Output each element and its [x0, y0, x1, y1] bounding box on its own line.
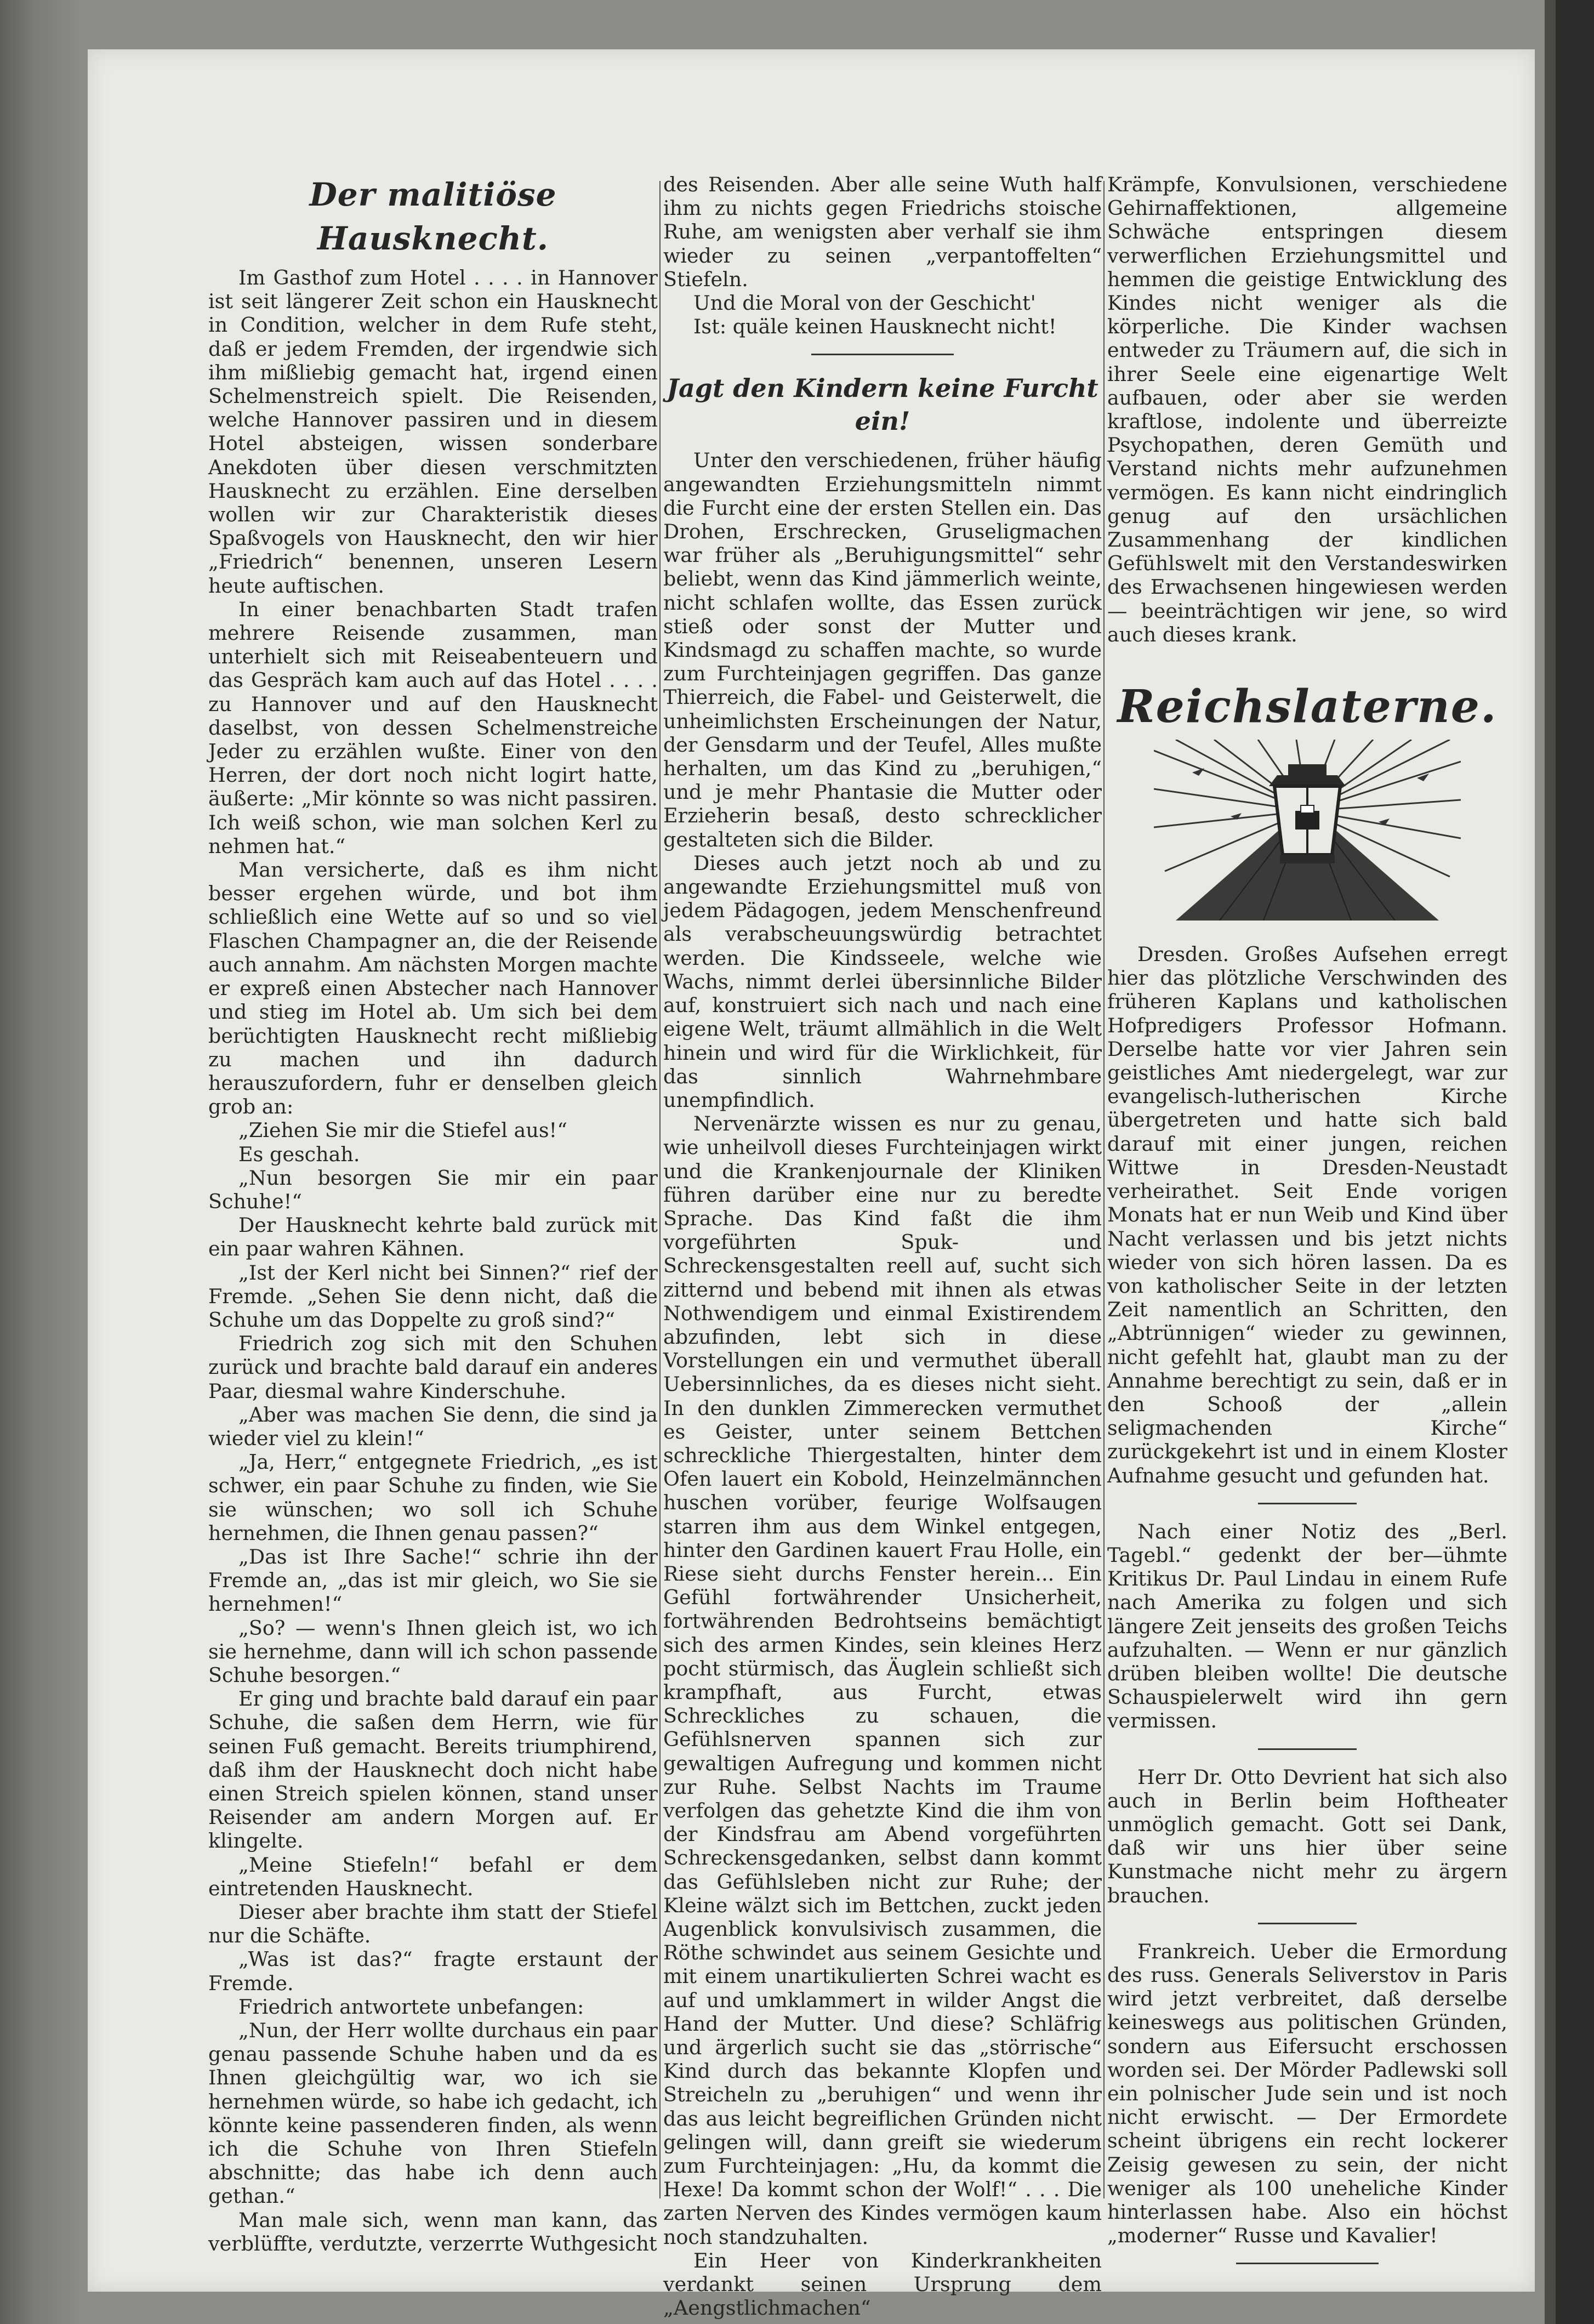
- paragraph: „Ist der Kerl nicht bei Sinnen?“ rief der Fremde. „Sehen Sie denn nicht, daß die Schuhe um das Doppelte zu groß sind?“: [208, 1260, 658, 1332]
- news-lindau: Nach einer Notiz des „Berl. Tagebl.“ gedenkt der ber—ühmte Kritikus Dr. Paul Lindau in einem Rufe nach Amerika zu folgen und sich längere Zeit jenseits des großen Teichs aufzuhalten. — Wenn er nur gänzlich drüben bleiben wollte! Die deutsche Schauspielerwelt wird ihn gern vermissen.: [1107, 1519, 1507, 1733]
- paragraph: „Ja, Herr,“ entgegnete Friedrich, „es ist schwer, ein paar Schuhe zu finden, wie Sie sie wünschen; wo soll ich Schuhe hernehmen, die Ihnen genau passen?“: [208, 1450, 658, 1545]
- paragraph: Dieser aber brachte ihm statt der Stiefel nur die Schäfte.: [208, 1900, 658, 1948]
- paragraph: Nervenärzte wissen es nur zu genau, wie unheilvoll dieses Furchteinjagen wirkt und die Krankenjournale der Kliniken führen darüber eine nur zu beredte Sprache. Das Kind faßt die ihm vorgeführten Spuk- und Schreckensgestalten reell auf, sucht sich zitternd und bebend mit ihnen als etwas Nothwendigem und einmal Existirendem abzufinden, lebt sich in diese Vorstellungen ein und vermuthet überall Uebersinnliches, da es dieses nicht sieht. In den dunklen Zimmerecken vermuthet es Geister, unter seinem Bettchen schreckliche Thiergestalten, hinter dem Ofen lauert ein Kobold, Heinzelmännchen huschen vorüber, feurige Wolfsaugen starren ihm aus dem Winkel entgegen, hinter den Gardinen kauert Frau Holle, ein Riese sieht durchs Fenster herein... Ein Gefühl fortwährender Unsicherheit, fortwährenden Bedrohtseins bemächtigt sich des armen Kindes, sein kleines Herz pocht stürmisch, das Äuglein schließt sich krampfhaft, aus Furcht, etwas Schreckliches zu schauen, die Gefühlsnerven spannen sich zur gewaltigen Aufregung und kommen nicht zur Ruhe. Selbst Nachts im Traume verfolgen das gehetzte Kind die ihm von der Kindsfrau am Abend vorgeführten Schreckensgedanken, selbst dann kommt das Gefühlsleben nicht zur Ruhe; der Kleine wälzt sich im Bettchen, zuckt jeden Augenblick konvulsivisch zusammen, die Röthe schwindet aus seinem Gesichte und mit einem unartikulierten Schrei wacht es auf und umklammert in wilder Angst die Hand der Mutter. Und diese? Schläfrig und ärgerlich sucht sie das „störrische“ Kind durch das bekannte Klopfen und Streicheln zu „beruhigen“ und wenn ihr das aus leicht begreiflichen Gründen nicht gelingen will, dann greift sie wiederum zum Furchteinjagen: „Hu, da kommt die Hexe! Da kommt schon der Wolf!“ . . . Die zarten Nerven des Kindes vermögen kaum noch standzuhalten.: [663, 1112, 1102, 2249]
- news-dresden: Dresden. Großes Aufsehen erregt hier das plötzliche Verschwinden des früheren Kaplans und katholischen Hofpredigers Professor Hofmann. Derselbe hatte vor vier Jahren sein geistliches Amt niedergelegt, war zur evangelisch-lutherischen Kirche übergetreten und hatte sich bald darauf mit einer jungen, reichen Wittwe in Dresden-Neustadt verheirathet. Seit Ende vorigen Monats hat er nun Weib und Kind über Nacht verlassen und bis jetzt nichts wieder von sich hören lassen. Da es von katholischer Seite in der letzten Zeit namentlich an Schritten, den „Abtrünnigen“ wieder zu gewinnen, nicht gefehlt hat, glaubt man zu der Annahme berechtigt zu sein, daß er in den Schooß der „allein seligmachenden Kirche“ zurückgekehrt ist und in einem Kloster Aufnahme gesucht und gefunden hat.: [1107, 942, 1507, 1487]
- paragraph: Dieses auch jetzt noch ab und zu angewandte Erziehungsmittel muß von jedem Pädagogen, jedem Menschenfreund als verabscheuungswürdig betrachtet werden. Die Kindsseele, welche wie Wachs, nimmt derlei übersinnliche Bilder auf, konstruiert sich nach und nach eine eigene Welt, träumt allmählich in die Welt hinein und wird für die Wirklichkeit, für das sinnlich Wahrnehmbare unempfindlich.: [663, 851, 1102, 1112]
- section-rule: [1258, 1748, 1357, 1750]
- paragraph: „Nun, der Herr wollte durchaus ein paar genau passende Schuhe haben und da es Ihnen gleichgültig war, wo ich sie hernehmen würde, so habe ich gedacht, ich könnte keine passenderen finden, als wenn ich die Schuhe von Ihren Stiefeln abschnitte; das habe ich denn auch gethan.“: [208, 2019, 658, 2208]
- paragraph: Der Hausknecht kehrte bald zurück mit ein paar wahren Kähnen.: [208, 1213, 658, 1261]
- article-title: Der malitiöse Hausknecht.: [309, 176, 557, 257]
- column-1: [208, 173, 658, 2255]
- paragraph: „So? — wenn's Ihnen gleich ist, wo ich sie hernehme, dann will ich schon passende Schuhe besorgen.“: [208, 1616, 658, 1687]
- section-title: Reichslaterne.: [1117, 680, 1498, 734]
- article-title: Jagt den Kindern keine Furcht ein!: [667, 373, 1098, 436]
- section-rule: [1258, 1923, 1357, 1924]
- paragraph: Im Gasthof zum Hotel . . . . in Hannover ist seit längerer Zeit schon ein Hausknecht in Condition, welcher in dem Rufe steht, daß er jedem Fremden, der irgendwie sich ihm mißliebig gemacht hat, irgend einen Schelmenstreich spielt. Die Reisenden, welche Hannover passiren und in diesem Hotel absteigen, wissen sonderbare Anekdoten über diesen verschmitzten Hausknecht zu erzählen. Eine derselben wollen wir zur Charakteristik dieses Spaßvogels von Hausknecht, den wir hier „Friedrich“ benennen, unseren Lesern heute auftischen.: [208, 266, 658, 598]
- paragraph: Unter den verschiedenen, früher häufig angewandten Erziehungsmitteln nimmt die Furcht eine der ersten Stellen ein. Das Drohen, Erschrecken, Gruseligmachen war früher als „Beruhigungsmittel“ sehr beliebt, wenn das Kind jämmerlich weinte, nicht schlafen wollte, das Essen zurück stieß oder sonst der Mutter und Kindsmagd zu schaffen machte, so wurde zum Furchteinjagen gegriffen. Das ganze Thierreich, die Fabel- und Geisterwelt, die unheimlichsten Erscheinungen der Natur, der Gensdarm und der Teufel, Alles mußte herhalten, um das Kind zu „beruhigen,“ und je mehr Phantasie die Mutter oder Erzieherin besaß, desto schrecklicher gestalteten sich die Bilder.: [663, 448, 1102, 851]
- binding-strip: [1545, 0, 1556, 2324]
- book-spine: [1556, 0, 1594, 2324]
- paragraph: Friedrich antwortete unbefangen:: [238, 1995, 584, 2019]
- end-rule: [1236, 2263, 1379, 2264]
- news-devrient: Herr Dr. Otto Devrient hat sich also auch in Berlin beim Hoftheater unmöglich gemacht. Gott sei Dank, daß wir uns hier über seine Kunstmache nicht mehr zu ärgern brauchen.: [1107, 1765, 1507, 1907]
- lantern-illustration: [1154, 740, 1461, 920]
- paragraph: „Was ist das?“ fragte erstaunt der Fremde.: [208, 1947, 658, 1995]
- paragraph: Man versicherte, daß es ihm nicht besser ergehen würde, und bot ihm schließlich eine Wette auf so und so viel Flaschen Champagner an, die der Reisende auch annahm. Am nächsten Morgen machte er expreß einen Abstecher nach Hannover und stieg im Hotel ab. Um sich bei dem berüchtigten Hausknecht recht mißliebig zu machen und ihn dadurch herauszufordern, fuhr er denselben gleich grob an:: [208, 858, 658, 1119]
- paragraph: „Aber was machen Sie denn, die sind ja wieder viel zu klein!“: [208, 1402, 658, 1450]
- paragraph: Krämpfe, Konvulsionen, verschiedene Gehirnaffektionen, allgemeine Schwäche entspringen diesem verwerflichen Erziehungsmittel und hemmen die geistige Entwicklung des Kindes nicht weniger als die körperliche. Die Kinder wachsen entweder zu Träumern auf, die sich in ihrer Seele eine eigenartige Welt aufbauen, oder aber sie werden kraftlose, indolente und überreizte Psychopathen, deren Gemüth und Verstand nichts mehr aufzunehmen vermögen. Es kann nicht eindringlich genug auf den ursächlichen Zusammenhang der kindlichen Gefühlswelt mit den Verstandeswirken des Erwachsenen hingewiesen werden — beeinträchtigen wir jene, so wird auch dieses krank.: [1107, 173, 1507, 646]
- paragraph: „Meine Stiefeln!“ befahl er dem eintretenden Hausknecht.: [208, 1853, 658, 1900]
- paragraph: Friedrich zog sich mit den Schuhen zurück und brachte bald darauf ein anderes Paar, diesmal wahre Kinderschuhe.: [208, 1332, 658, 1403]
- column-divider: [1103, 181, 1105, 2198]
- paragraph: „Das ist Ihre Sache!“ schrie ihn der Fremde an, „das ist mir gleich, wo Sie sie hernehmen!“: [208, 1544, 658, 1616]
- paragraph: Ein Heer von Kinderkrankheiten verdankt seinen Ursprung dem „Aengstlichmachen“: [663, 2248, 1102, 2320]
- section-rule: [811, 354, 954, 355]
- paragraph: Er ging und brachte bald darauf ein paar Schuhe, die saßen dem Herrn, wie für seinen Fuß gemacht. Bereits triumphirend, daß ihm der Hausknecht doch nicht habe einen Streich spielen können, stand unser Reisender am andern Morgen auf. Er klingelte.: [208, 1687, 658, 1853]
- paragraph: „Nun besorgen Sie mir ein paar Schuhe!“: [208, 1166, 658, 1213]
- paragraph: Ist: quäle keinen Hausknecht nicht!: [693, 315, 1057, 339]
- paragraph: Es geschah.: [238, 1142, 360, 1166]
- paragraph: des Reisenden. Aber alle seine Wuth half ihm zu nichts gegen Friedrichs stoische Ruhe, am wenigsten aber verhalf sie ihm wieder zu seinen „verpantoffelten“ Stiefeln.: [663, 173, 1102, 291]
- column-divider: [659, 181, 661, 2198]
- newspaper-page: [88, 49, 1535, 2320]
- paragraph: Man male sich, wenn man kann, das verblüffte, verdutzte, verzerrte Wuthgesicht: [208, 2208, 658, 2255]
- paragraph: In einer benachbarten Stadt trafen mehrere Reisende zusammen, man unterhielt sich mit Reiseabenteuern und das Gespräch kam auch auf das Hotel . . . . zu Hannover und auf den Hausknecht daselbst, von dessen Schelmenstreiche Jeder zu erzählen wußte. Einer von den Herren, der dort noch nicht logirt hatte, äußerte: „Mir könnte so was nicht passiren. Ich weiß schon, wie man solchen Kerl zu nehmen hat.“: [208, 597, 658, 858]
- paragraph: Und die Moral von der Geschicht': [693, 291, 1036, 315]
- column-3: [1107, 173, 1507, 2280]
- section-rule: [1258, 1503, 1357, 1504]
- paragraph: „Ziehen Sie mir die Stiefel aus!“: [238, 1118, 567, 1143]
- news-frankreich: Frankreich. Ueber die Ermordung des russ. Generals Seliverstov in Paris wird jetzt verbreitet, daß derselbe keineswegs aus politischen Gründen, sondern aus Eifersucht erschossen worden sei. Der Mörder Padlewski soll ein polnischer Jude sein und ist noch nicht erwischt. — Der Ermordete scheint übrigens ein recht lockerer Zeisig gewesen zu sein, der nicht weniger als 100 uneheliche Kinder hinterlassen habe. Also ein höchst „moderner“ Russe und Kavalier!: [1107, 1939, 1507, 2248]
- column-2: [663, 173, 1102, 2320]
